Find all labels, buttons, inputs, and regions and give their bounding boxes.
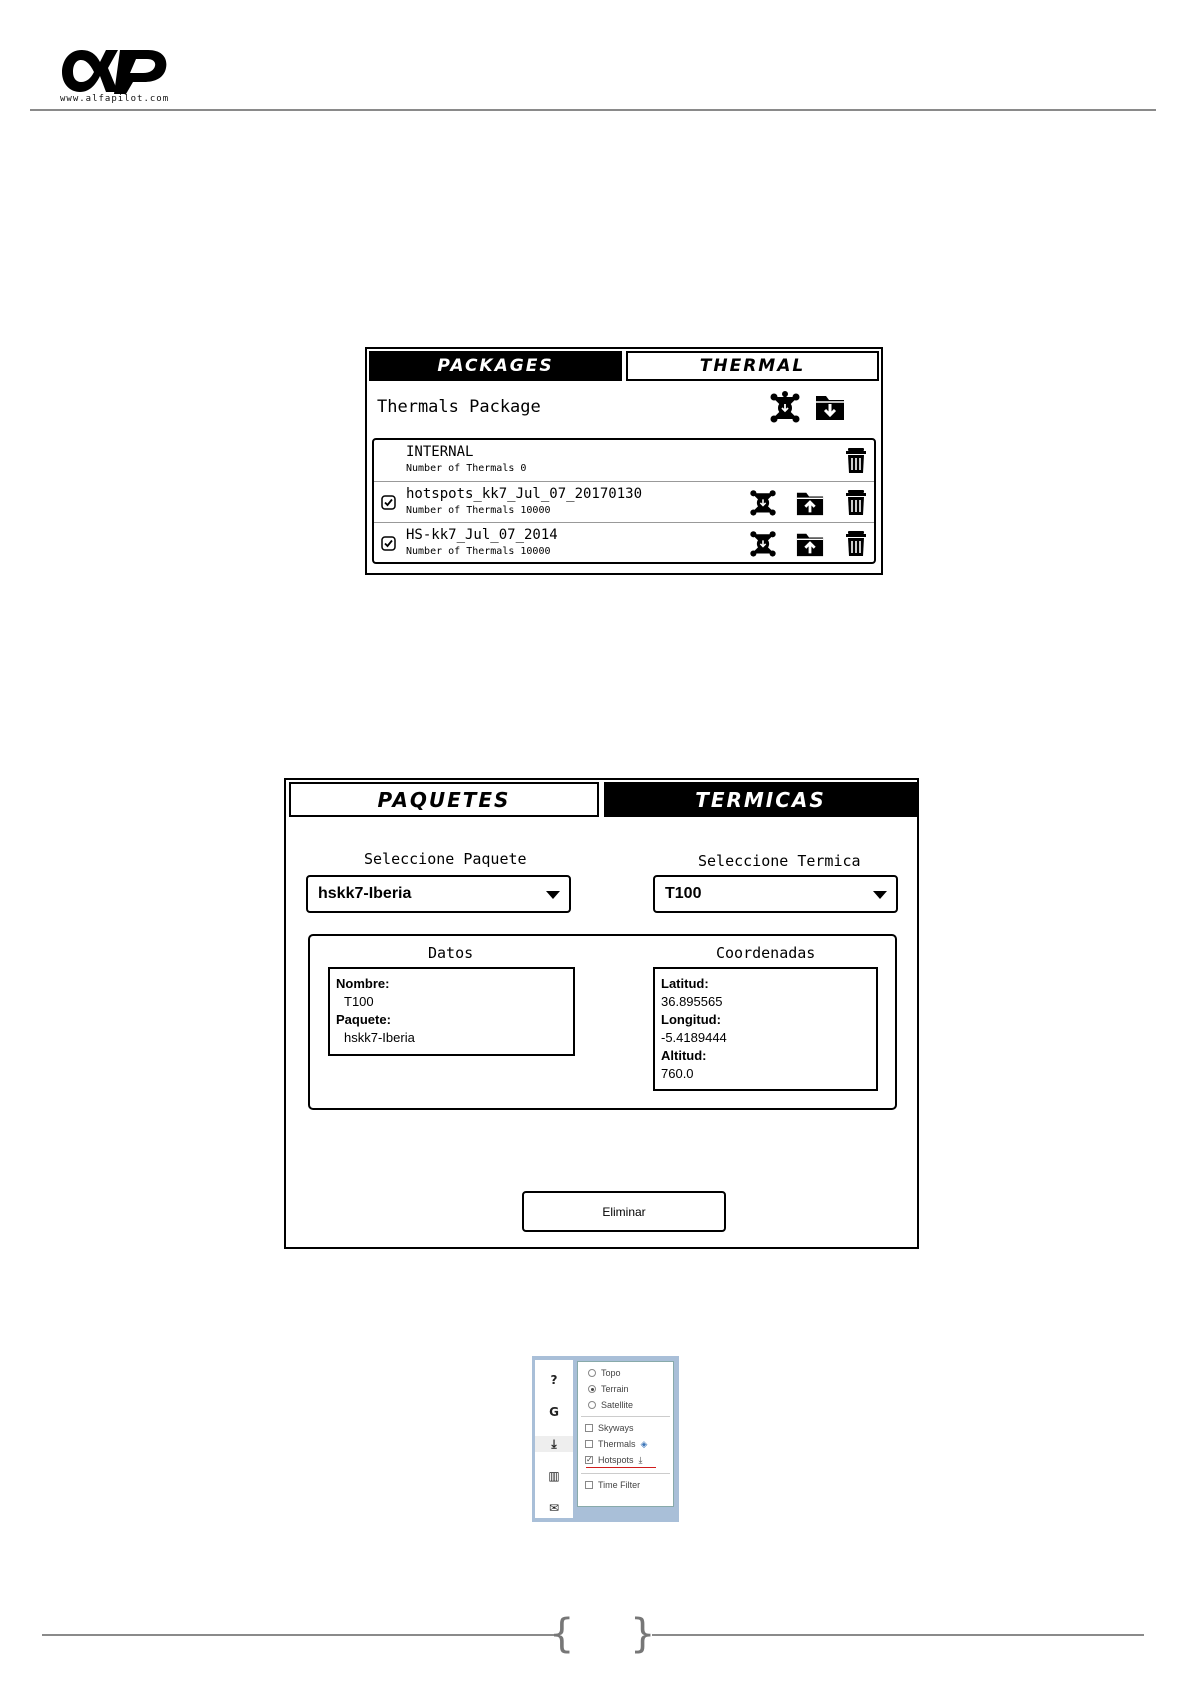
- help-icon[interactable]: ?: [550, 1373, 558, 1387]
- package-name: hotspots_kk7_Jul_07_20170130: [406, 486, 643, 502]
- list-item[interactable]: [374, 440, 874, 481]
- package-name: INTERNAL: [406, 444, 474, 460]
- checkbox-checked[interactable]: [381, 495, 396, 510]
- thermal-select-label: Seleccione Termica: [698, 852, 861, 870]
- package-select[interactable]: [306, 875, 571, 913]
- base-layer-label: Topo: [601, 1368, 621, 1378]
- nombre-value: T100: [344, 994, 374, 1009]
- menu-divider: [581, 1473, 670, 1474]
- overlay-option[interactable]: [585, 1422, 634, 1434]
- paquete-label: Paquete:: [336, 1012, 391, 1027]
- folder-import-icon[interactable]: [815, 393, 845, 421]
- folder-export-icon[interactable]: [796, 489, 824, 517]
- nombre-label: Nombre:: [336, 976, 390, 991]
- altitud-label: Altitud:: [661, 1048, 707, 1063]
- details-group: [308, 934, 897, 1110]
- layer-menu: [577, 1361, 674, 1507]
- paquete-value: hskk7-Iberia: [344, 1030, 415, 1045]
- base-layer-label: Satellite: [601, 1400, 634, 1410]
- header-divider: [30, 109, 1156, 111]
- checkbox-checked[interactable]: [381, 536, 396, 551]
- overlay-label: Skyways: [598, 1423, 634, 1433]
- overlay-label: Hotspots: [598, 1455, 634, 1465]
- package-thermal-count: Number of Thermals 0: [406, 463, 527, 474]
- thermal-select[interactable]: [653, 875, 898, 913]
- datos-title: Datos: [428, 944, 474, 962]
- base-layer-option[interactable]: [588, 1383, 629, 1395]
- folder-export-icon[interactable]: [796, 530, 824, 558]
- trash-icon[interactable]: [842, 488, 870, 516]
- checkbox-checked[interactable]: ✓: [586, 1455, 593, 1464]
- time-filter-option[interactable]: [585, 1479, 640, 1491]
- thermals-package-panel: [365, 347, 883, 575]
- trash-icon[interactable]: [842, 529, 870, 557]
- map-layers-panel: [532, 1356, 679, 1522]
- coordenadas-box: [653, 967, 878, 1091]
- delete-button[interactable]: Eliminar: [522, 1191, 726, 1232]
- trash-icon[interactable]: [842, 446, 870, 474]
- time-filter-label: Time Filter: [598, 1480, 641, 1490]
- checkbox-unchecked[interactable]: [585, 1440, 593, 1448]
- footer-rule-left: [42, 1634, 556, 1636]
- mail-icon[interactable]: ✉: [548, 1501, 560, 1515]
- checkbox-unchecked[interactable]: [585, 1424, 593, 1432]
- package-thermal-count: Number of Thermals 10000: [406, 505, 551, 516]
- radio-selected[interactable]: [588, 1385, 596, 1393]
- list-item[interactable]: [374, 481, 874, 522]
- highlight-underline: [586, 1467, 656, 1468]
- datos-box: [328, 967, 575, 1056]
- package-name: HS-kk7_Jul_07_2014: [406, 527, 558, 543]
- chevron-down-icon: [873, 891, 887, 899]
- tab-paquetes[interactable]: PAQUETES: [289, 782, 599, 817]
- coordenadas-title: Coordenadas: [716, 944, 816, 962]
- alfapilot-logo: [60, 42, 170, 100]
- footer-brace-left: {: [549, 1611, 575, 1657]
- download-icon[interactable]: ⤓: [535, 1436, 573, 1452]
- network-download-icon[interactable]: [749, 529, 777, 557]
- overlay-label: Thermals: [598, 1439, 636, 1449]
- checkbox-unchecked[interactable]: [585, 1481, 593, 1489]
- longitud-label: Longitud:: [661, 1012, 721, 1027]
- layers-icon: ◈: [640, 1438, 648, 1449]
- google-icon[interactable]: G: [549, 1405, 559, 1419]
- termicas-panel: [284, 778, 919, 1249]
- overlay-option[interactable]: [585, 1454, 643, 1466]
- base-layer-option[interactable]: [588, 1367, 621, 1379]
- download-icon[interactable]: ⤓: [638, 1454, 643, 1465]
- radio-unselected[interactable]: [588, 1369, 596, 1377]
- package-select-label: Seleccione Paquete: [364, 850, 527, 868]
- tab-termicas[interactable]: TERMICAS: [604, 782, 917, 817]
- bar-chart-icon[interactable]: ▥: [548, 1469, 560, 1483]
- radio-unselected[interactable]: [588, 1401, 596, 1409]
- tab-packages[interactable]: PACKAGES: [369, 351, 622, 381]
- base-layer-label: Terrain: [601, 1384, 629, 1394]
- chevron-down-icon: [546, 891, 560, 899]
- logo-url: www.alfapilot.com: [60, 94, 170, 104]
- footer-rule-right: [652, 1634, 1144, 1636]
- package-thermal-count: Number of Thermals 10000: [406, 546, 551, 557]
- package-select-value: hskk7-Iberia: [318, 885, 412, 902]
- latitud-value: 36.895565: [661, 994, 723, 1009]
- package-list: [372, 438, 876, 564]
- panel-title: Thermals Package: [377, 397, 541, 417]
- footer-brace-right: }: [630, 1611, 656, 1657]
- longitud-value: -5.4189444: [661, 1030, 727, 1045]
- latitud-label: Latitud:: [661, 976, 709, 991]
- map-sidebar: [535, 1360, 573, 1518]
- list-item[interactable]: [374, 522, 874, 563]
- tab-thermal[interactable]: THERMAL: [626, 351, 879, 381]
- network-download-icon[interactable]: [749, 488, 777, 516]
- base-layer-option[interactable]: [588, 1399, 633, 1411]
- altitud-value: 760.0: [661, 1066, 694, 1081]
- overlay-option[interactable]: [585, 1438, 647, 1450]
- menu-divider: [581, 1416, 670, 1417]
- network-download-icon[interactable]: [769, 391, 801, 423]
- thermal-select-value: T100: [665, 885, 702, 902]
